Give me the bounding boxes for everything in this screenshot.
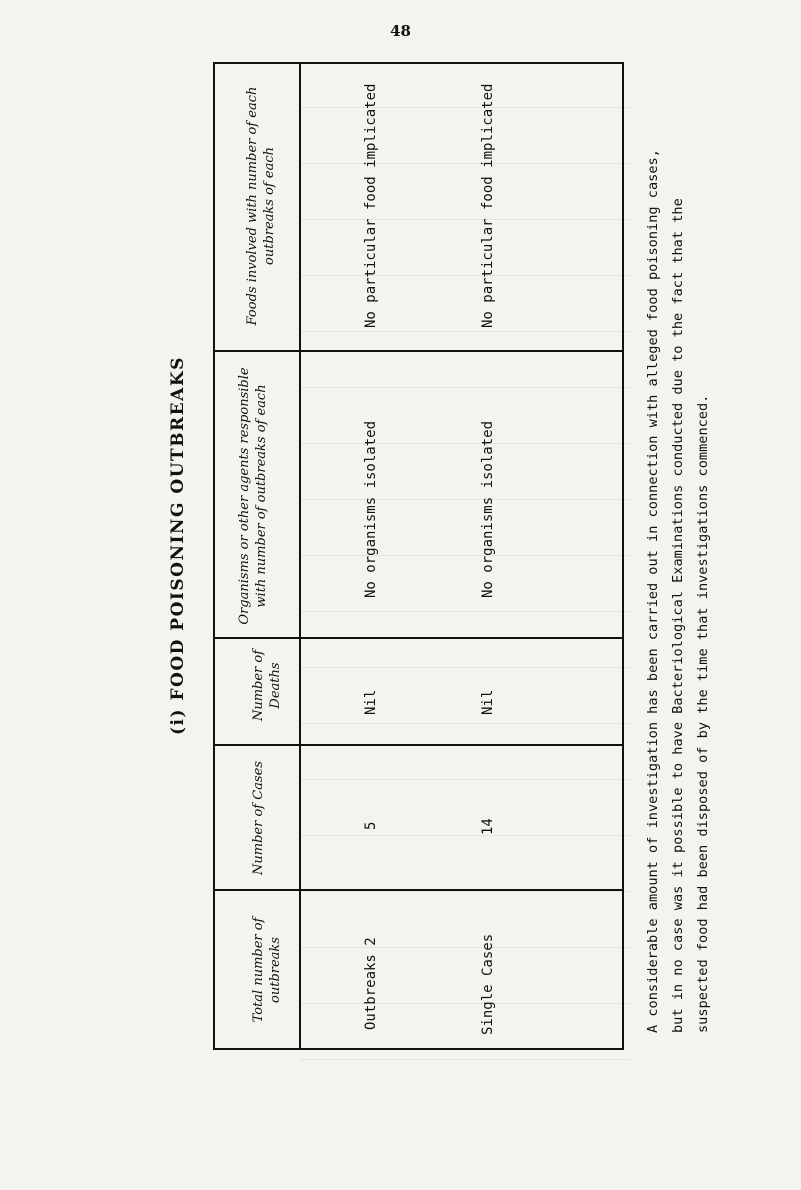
- note-line-1: A considerable amount of investigation has been carried out in connection with alleged food poisoning cases,: [645, 149, 661, 1033]
- row1-deaths: Nil: [363, 689, 379, 715]
- note-line-2: but in no case was it possible to have Bacteriological Examinations conducted due to the fact that the: [670, 198, 686, 1033]
- section-title: (i) FOOD POISONING OUTBREAKS: [168, 356, 188, 735]
- table-border-right: [622, 62, 624, 1050]
- header-separator: [299, 62, 301, 1050]
- column-divider-3: [213, 744, 624, 746]
- column-divider-4: [213, 889, 624, 891]
- column-divider-1: [213, 350, 624, 352]
- page-number: 48: [390, 22, 411, 40]
- row1-cases: 5: [363, 821, 379, 830]
- header-outbreaks: Total number of outbreaks: [251, 917, 283, 1023]
- header-deaths: Number of Deaths: [251, 649, 283, 722]
- table-border-left: [213, 62, 215, 1050]
- bleed-through-texture: [300, 60, 630, 1060]
- row2-deaths: Nil: [480, 689, 496, 715]
- header-cases: Number of Cases: [251, 761, 266, 875]
- table-border-top: [213, 62, 624, 64]
- row2-outbreaks: Single Cases: [480, 933, 496, 1035]
- row1-foods: No particular food implicated: [363, 83, 379, 328]
- row1-outbreaks: Outbreaks 2: [363, 937, 379, 1030]
- row2-foods: No particular food implicated: [480, 83, 496, 328]
- header-foods: Foods involved with number of each outbreaks of each: [245, 86, 277, 326]
- row2-organisms: No organisms isolated: [480, 420, 496, 598]
- note-line-3: suspected food had been disposed of by the time that investigations commenced.: [695, 394, 711, 1033]
- row1-organisms: No organisms isolated: [363, 420, 379, 598]
- row2-cases: 14: [480, 818, 496, 835]
- table-border-bottom: [213, 1048, 624, 1050]
- header-organisms: Organisms or other agents responsible with number of outbreaks of each: [237, 367, 269, 625]
